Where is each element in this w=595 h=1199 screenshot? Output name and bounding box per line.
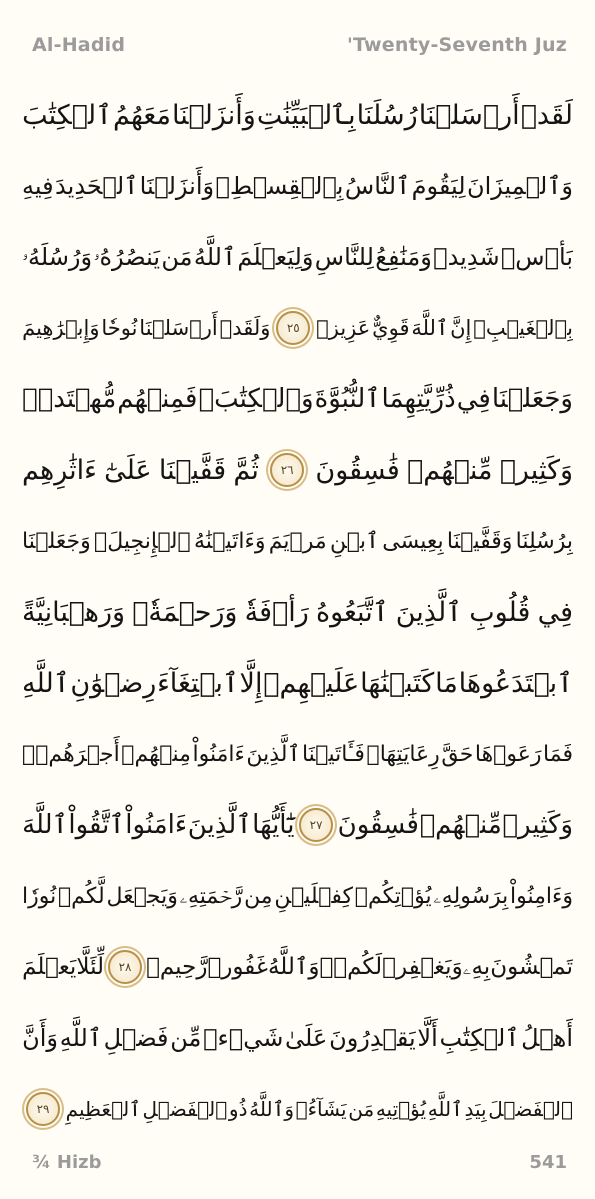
verse-word: رَعَوۡهَا bbox=[474, 741, 542, 767]
verse-word: ٱتَّبَعُوهُ bbox=[315, 596, 389, 628]
verse-word: مَن bbox=[161, 243, 193, 271]
verse-word: بَأۡسٞ bbox=[500, 243, 573, 271]
verse-word: غَفُورٞ bbox=[207, 954, 268, 980]
verse-word: ٱلَّذِينَ bbox=[187, 810, 252, 840]
verse-word: نُورٗا bbox=[22, 883, 57, 909]
verse-word: عَلَىٰ bbox=[285, 1024, 328, 1052]
verse-word: وَرَهۡبَانِيَّةً bbox=[22, 596, 126, 628]
verse-word: شَيۡءٖ bbox=[203, 1024, 284, 1052]
verse-word: مِّنۡهُمۡ bbox=[419, 810, 502, 840]
ayah-number-marker: ٢٥ bbox=[276, 311, 310, 345]
verse-word: رَّحِيمٞ bbox=[146, 954, 208, 980]
verse-word: ٱلۡحَدِيدَ bbox=[55, 172, 139, 200]
verse-word: وَمَنَٰفِعُ bbox=[375, 243, 432, 271]
verse-line bbox=[22, 224, 573, 290]
verse-line bbox=[22, 579, 573, 645]
verse-word: وَٱلۡكِتَٰبَۖ bbox=[198, 384, 314, 414]
verse-word: أَرۡسَلۡنَا bbox=[418, 99, 520, 131]
verse-word: ٱبۡتِغَآءَ bbox=[157, 667, 239, 699]
verse-word: أَهۡلُ bbox=[521, 1024, 573, 1052]
verse-word: رِعَايَتِهَاۖ bbox=[366, 741, 440, 767]
verse-line bbox=[22, 650, 573, 716]
verse-word: فَـَٔاتَيۡنَا bbox=[301, 741, 365, 767]
verse-word: بِٱلۡبَيِّنَٰتِ bbox=[256, 99, 356, 131]
verse-word: فِي bbox=[537, 596, 573, 628]
verse-word: فَٰسِقُونَ bbox=[315, 454, 400, 486]
verse-word: فَضۡلِ bbox=[103, 1024, 169, 1052]
ayah-number-marker: ٢٨ bbox=[108, 950, 142, 984]
verse-word: عَزِيزٞ bbox=[316, 316, 371, 340]
verse-word: ٱبۡتَدَعُوهَا bbox=[458, 667, 573, 699]
verse-word: ٱلنُّبُوَّةَ bbox=[314, 384, 381, 414]
verse-word: رَأۡفَةٗ bbox=[244, 596, 309, 628]
verse-word: ٱلَّذِينَ bbox=[395, 596, 463, 628]
verse-word: وَلِيَعۡلَمَ bbox=[237, 243, 314, 271]
ayah-number-marker: ٢٩ bbox=[26, 1092, 60, 1126]
verse-word: ٱللَّهَ bbox=[22, 810, 68, 840]
verse-word: ٱللَّهِ bbox=[427, 1097, 463, 1121]
verse-word: إِنَّ bbox=[450, 316, 472, 340]
verse-line bbox=[22, 153, 573, 219]
quran-text-block bbox=[22, 82, 573, 1142]
verse-word: ٱللَّهَ bbox=[411, 316, 449, 340]
verse-line bbox=[22, 721, 573, 787]
verse-word: يَعۡلَمَ bbox=[22, 954, 77, 980]
verse-word: رُسُلَنَا bbox=[356, 99, 418, 131]
verse-word: حَقَّ bbox=[441, 741, 474, 767]
verse-word: مُّهۡتَدٖۖ bbox=[22, 384, 117, 414]
page-number: 541 bbox=[529, 1151, 567, 1173]
verse-word: وَأَنزَلۡنَا bbox=[139, 172, 215, 200]
verse-word: إِلَّا bbox=[239, 667, 263, 699]
verse-word: فِيهِ bbox=[22, 172, 54, 200]
verse-word: فَمِنۡهُم bbox=[117, 384, 198, 414]
verse-word: قَفَّيۡنَا bbox=[158, 454, 227, 486]
verse-word: بِٱلۡقِسۡطِۖ bbox=[215, 172, 344, 200]
verse-word: مَرۡيَمَ bbox=[268, 528, 327, 554]
verse-word: ءَاثَٰرِهِم bbox=[22, 454, 97, 486]
verse-word: وَيَغۡفِرۡ bbox=[382, 954, 463, 980]
verse-word: يَقۡدِرُونَ bbox=[329, 1024, 416, 1052]
verse-word: ٱلۡعَظِيمِ bbox=[65, 1097, 141, 1121]
verse-word: ٱلۡفَضۡلِ bbox=[142, 1097, 228, 1121]
verse-word: لَّكُمۡ bbox=[57, 883, 105, 909]
verse-word: وَكَثِيرٞ bbox=[499, 454, 573, 486]
verse-line bbox=[22, 934, 573, 1000]
verse-word: وَكَثِيرٞ bbox=[502, 810, 573, 840]
verse-word: وَأَنَّ bbox=[22, 1024, 58, 1052]
verse-word: رَّحۡمَتِهِۦ bbox=[179, 883, 243, 909]
verse-word: وَجَعَلۡنَا bbox=[22, 528, 91, 554]
verse-word: أَلَّا bbox=[417, 1024, 438, 1052]
verse-word: عَلَىٰٓ bbox=[104, 454, 152, 486]
verse-word: يُؤۡتِكُمۡ bbox=[354, 883, 432, 909]
verse-word: ٱلۡفَضۡلَ bbox=[488, 1097, 573, 1121]
verse-word: لِيَقُومَ bbox=[411, 172, 466, 200]
hizb-indicator: ¾ Hizb bbox=[32, 1151, 102, 1173]
verse-word: وَقَفَّيۡنَا bbox=[446, 528, 513, 554]
verse-word: وَجَعَلۡنَا bbox=[491, 384, 573, 414]
verse-word: كَتَبۡنَٰهَا bbox=[360, 667, 435, 699]
verse-line bbox=[22, 437, 573, 503]
verse-line bbox=[22, 295, 573, 361]
verse-word: بِعِيسَى bbox=[382, 528, 444, 554]
verse-line bbox=[22, 366, 573, 432]
verse-word: بِٱلۡغَيۡبِۚ bbox=[473, 316, 573, 340]
verse-word: شَدِيدٞ bbox=[433, 243, 500, 271]
verse-word: ٱللَّهِ bbox=[22, 667, 70, 699]
ayah-number-marker: ٢٧ bbox=[299, 808, 333, 842]
verse-word: بِرُسُلِنَا bbox=[515, 528, 573, 554]
verse-word: وَيَجۡعَل bbox=[106, 883, 178, 909]
verse-line bbox=[22, 82, 573, 148]
verse-word: فَٰسِقُونَ bbox=[337, 810, 419, 840]
ayah-number-marker: ٢٦ bbox=[270, 453, 304, 487]
juz-name: 'Twenty-Seventh Juz bbox=[346, 34, 567, 56]
verse-word: وَٱللَّهُ bbox=[249, 1097, 294, 1121]
verse-word: ٱتَّقُواْ bbox=[68, 810, 125, 840]
verse-word: لِلنَّاسِ bbox=[314, 243, 374, 271]
verse-word: مِن bbox=[244, 883, 273, 909]
verse-word: يَنصُرُهُۥ bbox=[93, 243, 161, 271]
verse-word: رِضۡوَٰنِ bbox=[70, 667, 157, 699]
verse-line bbox=[22, 508, 573, 574]
verse-word: ٱلۡإِنجِيلَۖ bbox=[94, 528, 191, 554]
verse-word: وَٱللَّهُ bbox=[267, 954, 320, 980]
verse-word: مَعَهُمُ bbox=[113, 99, 171, 131]
verse-word: ٱلۡكِتَٰبِ bbox=[439, 1024, 520, 1052]
page-header bbox=[32, 30, 567, 60]
verse-word: يَٰٓأَيُّهَا bbox=[252, 810, 295, 840]
verse-word: ٱللَّهُ bbox=[193, 243, 237, 271]
verse-word: وَلَقَدۡ bbox=[219, 316, 271, 340]
verse-word: ثُمَّ bbox=[233, 454, 259, 486]
verse-line bbox=[22, 792, 573, 858]
verse-word: وَرُسُلَهُۥ bbox=[22, 243, 93, 271]
verse-word: قُلُوبِ bbox=[469, 596, 531, 628]
verse-word: مَا bbox=[435, 667, 458, 699]
verse-word: مِنۡهُمۡ bbox=[121, 741, 191, 767]
verse-word: لِّئَلَّا bbox=[76, 954, 105, 980]
verse-word: فِي bbox=[456, 384, 491, 414]
verse-word: وَرَحۡمَةٗۚ bbox=[132, 596, 238, 628]
verse-word: تَمۡشُونَ bbox=[490, 954, 573, 980]
verse-word: بِرَسُولِهِۦ bbox=[433, 883, 509, 909]
verse-word: وَٱلۡمِيزَانَ bbox=[466, 172, 573, 200]
verse-line bbox=[22, 1005, 573, 1071]
verse-word: قَوِيٌّ bbox=[372, 316, 410, 340]
verse-word: فَمَا bbox=[543, 741, 573, 767]
verse-word: بِيَدِ bbox=[464, 1097, 487, 1121]
verse-word: أَجۡرَهُمۡۖ bbox=[22, 741, 120, 767]
verse-word: كِفۡلَيۡنِ bbox=[274, 883, 354, 909]
verse-word: لَكُمۡۚ bbox=[319, 954, 383, 980]
surah-name: Al-Hadid bbox=[32, 34, 126, 56]
verse-word: بِهِۦ bbox=[462, 954, 491, 980]
verse-line bbox=[22, 863, 573, 929]
verse-word: مِّن bbox=[170, 1024, 202, 1052]
verse-word: ٱلَّذِينَ bbox=[246, 741, 301, 767]
verse-word: ٱبۡنِ bbox=[329, 528, 379, 554]
verse-word: نُوحٗا bbox=[101, 316, 138, 340]
verse-word: عَلَيۡهِمۡ bbox=[263, 667, 360, 699]
verse-word: ٱللَّهِ bbox=[59, 1024, 102, 1052]
verse-word: وَأَنزَلۡنَا bbox=[172, 99, 256, 131]
verse-word: ٱلنَّاسُ bbox=[344, 172, 411, 200]
verse-word: وَءَاتَيۡنَٰهُ bbox=[193, 528, 266, 554]
verse-word: ءَامَنُواْ bbox=[192, 741, 245, 767]
verse-word: يُؤۡتِيهِ bbox=[375, 1097, 427, 1121]
verse-word: مَن bbox=[348, 1097, 375, 1121]
verse-word: ءَامَنُواْ bbox=[125, 810, 188, 840]
verse-word: وَءَامِنُواْ bbox=[510, 883, 573, 909]
verse-word: لَقَدۡ bbox=[520, 99, 573, 131]
verse-word: مِّنۡهُمۡ bbox=[407, 454, 493, 486]
verse-line bbox=[22, 1076, 573, 1142]
verse-word: أَرۡسَلۡنَا bbox=[139, 316, 218, 340]
verse-word: وَإِبۡرَٰهِيمَ bbox=[22, 316, 100, 340]
verse-word: يَشَآءُۚ bbox=[295, 1097, 347, 1121]
verse-word: ذُو bbox=[228, 1097, 248, 1121]
verse-word: ٱلۡكِتَٰبَ bbox=[22, 99, 112, 131]
verse-word: ذُرِّيَّتِهِمَا bbox=[381, 384, 456, 414]
page-footer bbox=[32, 1147, 567, 1177]
